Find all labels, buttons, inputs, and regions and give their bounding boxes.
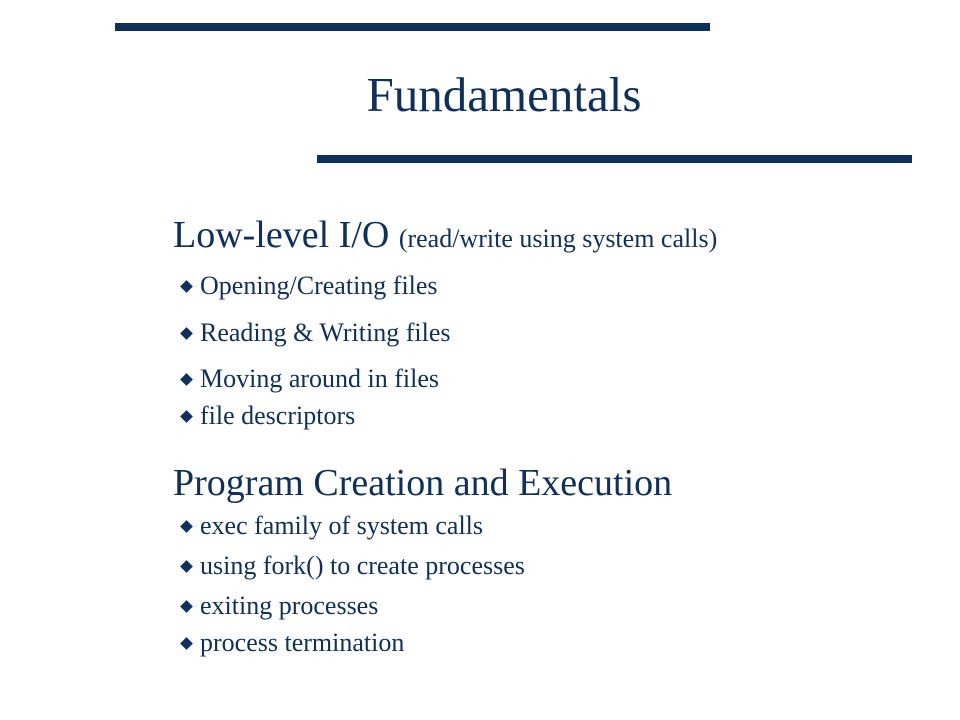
bullet-text: Reading & Writing files	[200, 318, 451, 347]
bullet-text: process termination	[200, 628, 405, 657]
bullet-text: Moving around in files	[200, 364, 440, 393]
diamond-icon	[180, 637, 193, 650]
bullet-item	[178, 270, 438, 302]
bullet-item	[178, 550, 525, 582]
bullet-item	[178, 510, 483, 542]
section-heading-note: (read/write using system calls)	[398, 224, 718, 253]
diamond-icon	[180, 280, 193, 293]
section-heading-program-creation	[173, 460, 672, 506]
diamond-icon	[180, 410, 193, 423]
bullet-item	[178, 400, 355, 432]
diamond-icon	[180, 327, 193, 340]
bullet-text: exec family of system calls	[200, 511, 484, 540]
diamond-icon	[180, 600, 193, 613]
bullet-text: exiting processes	[200, 591, 379, 620]
top-rule	[115, 23, 710, 31]
slide-title: Fundamentals	[366, 67, 642, 122]
diamond-icon	[180, 560, 193, 573]
bullet-text: using fork() to create processes	[200, 551, 525, 580]
bullet-text: Opening/Creating files	[200, 271, 438, 300]
bullet-item	[178, 627, 404, 659]
bullet-text: file descriptors	[200, 401, 356, 430]
section-heading-text: Low-level I/O	[173, 214, 390, 256]
section-heading-low-level-io	[173, 212, 717, 262]
section-heading-text: Program Creation and Execution	[173, 462, 673, 504]
title-underline-rule	[317, 155, 912, 163]
bullet-item	[178, 363, 439, 395]
diamond-icon	[180, 373, 193, 386]
bullet-item	[178, 317, 451, 349]
diamond-icon	[180, 520, 193, 533]
bullet-item	[178, 590, 378, 622]
